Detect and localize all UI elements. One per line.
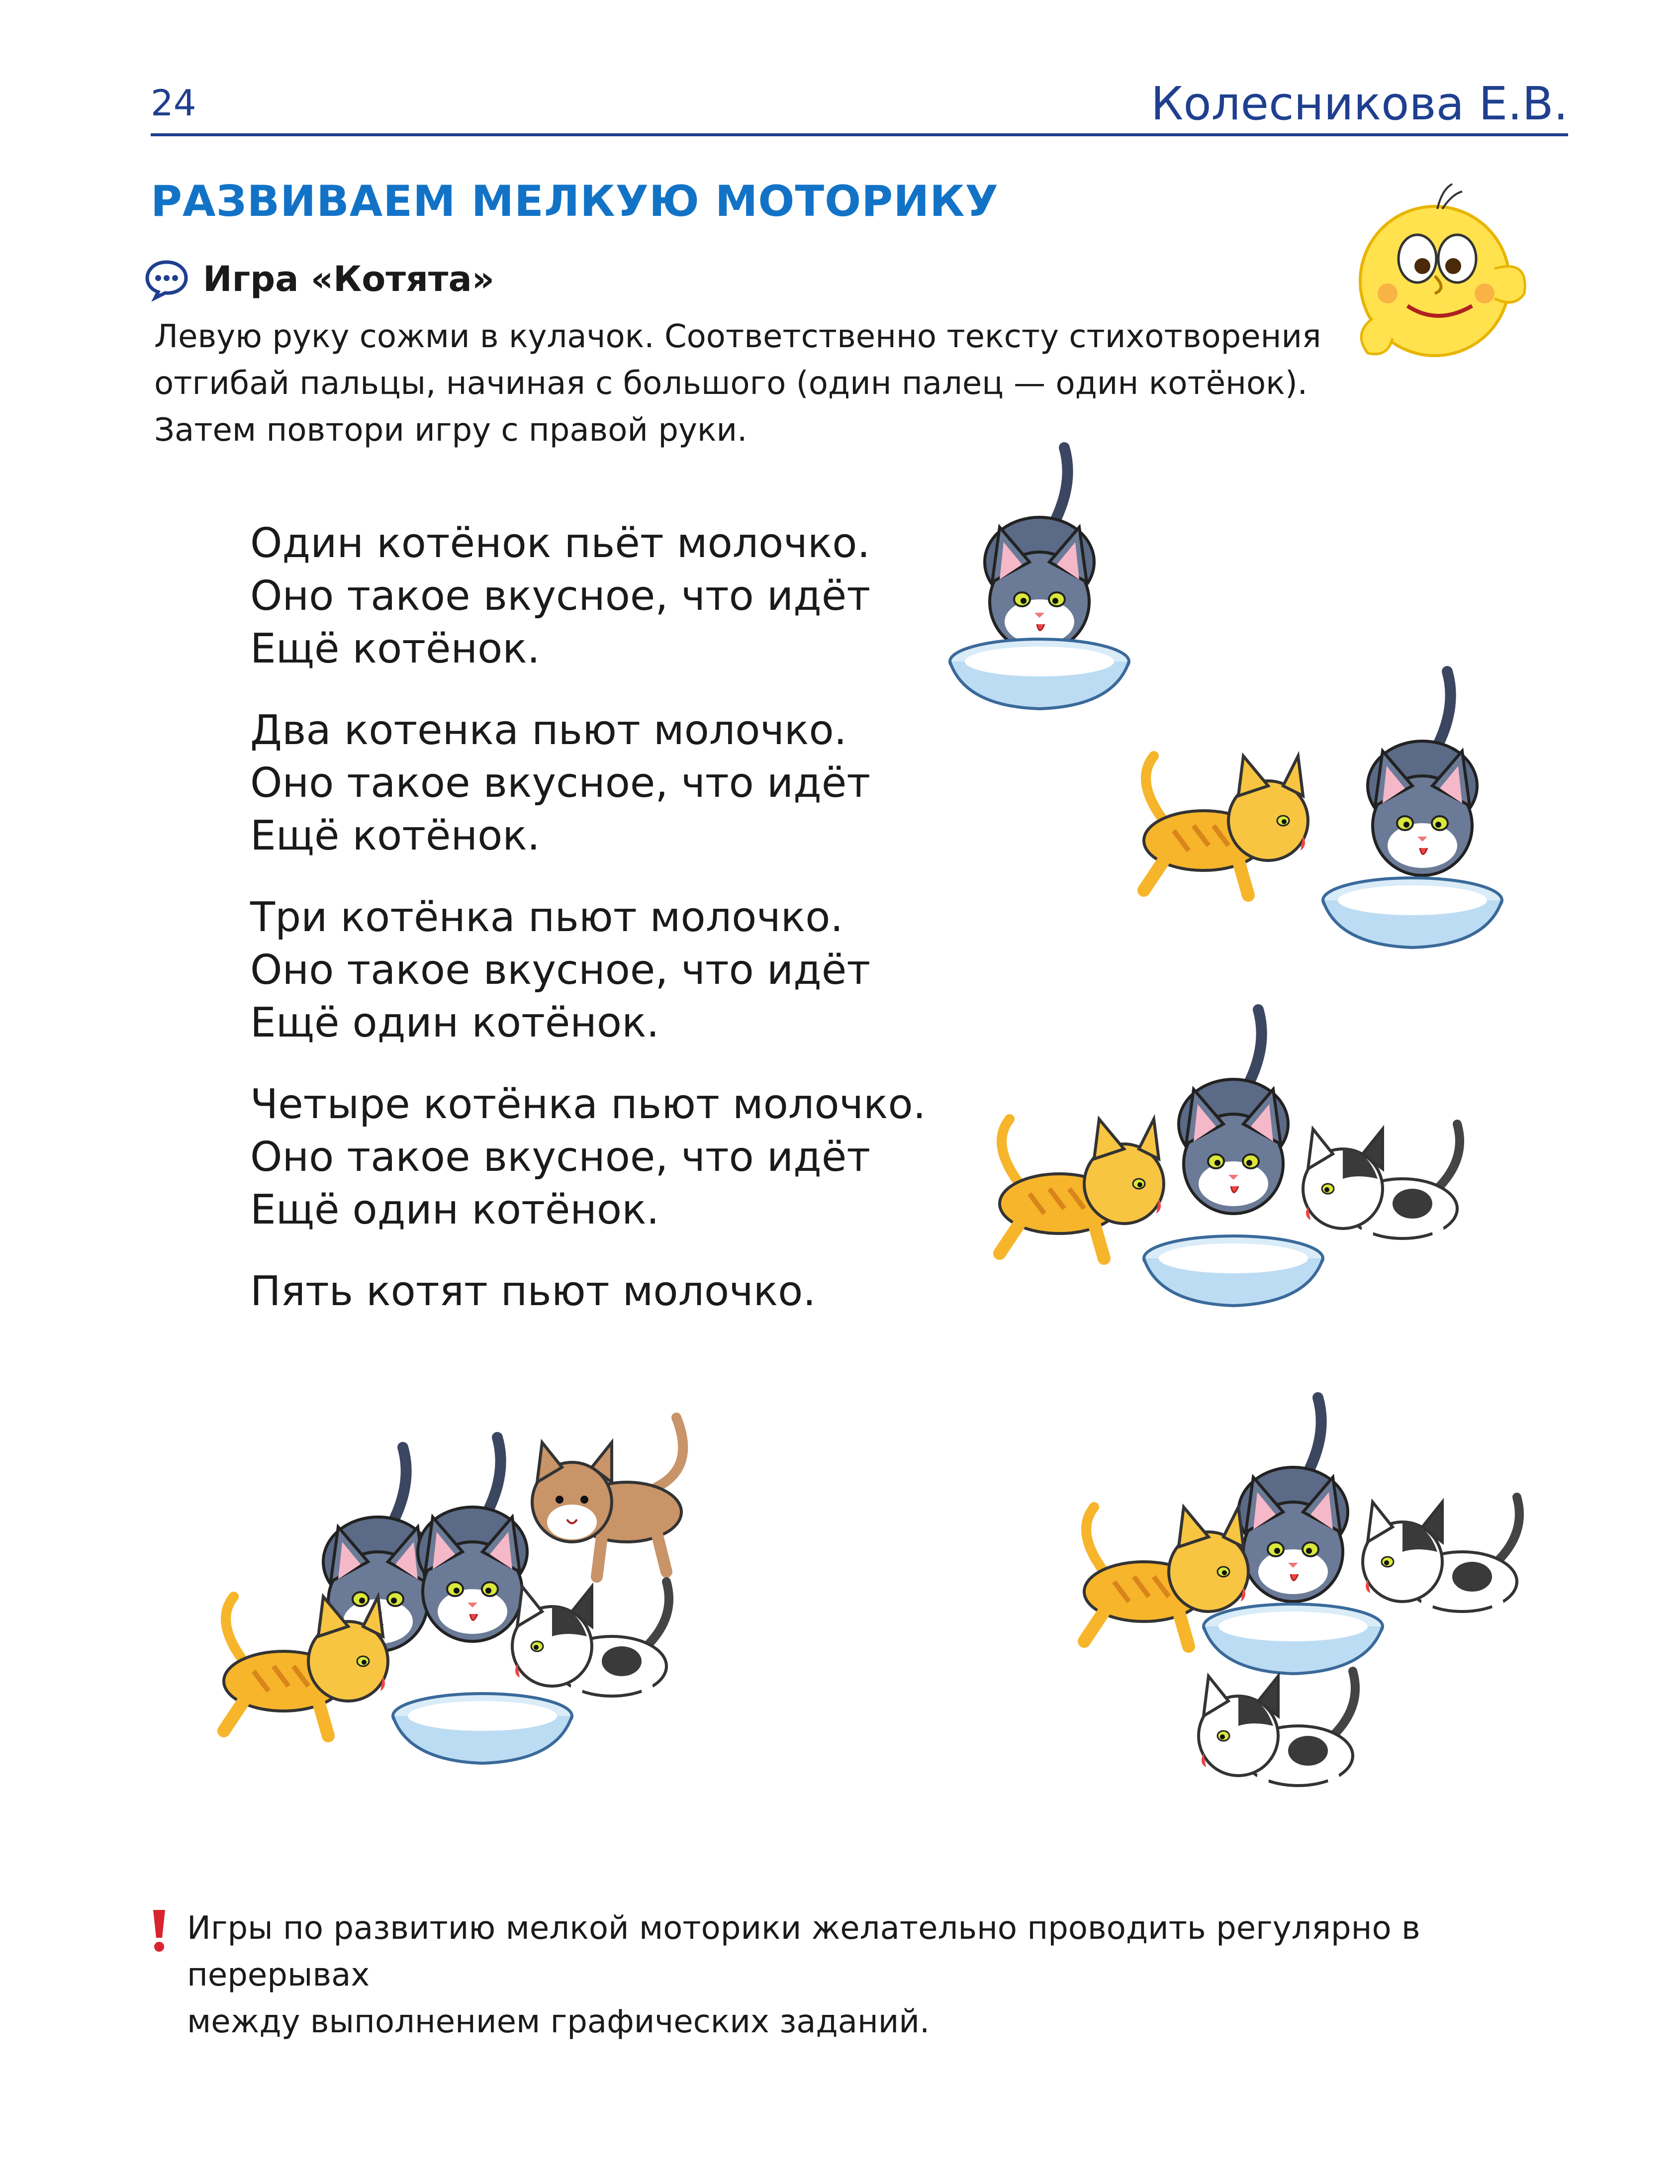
poem-line: Ещё котёнок. [250,625,540,672]
poem-line: Ещё один котёнок. [250,1186,659,1234]
poem-line: Ещё котёнок. [250,812,540,859]
brown-kitten-icon [532,1418,683,1577]
teacher-note [149,1905,1572,2045]
gray-kitten-icon [1238,1398,1348,1602]
gray-kitten-icon [1179,1010,1288,1214]
instruction-line: Левую руку сожми в кулачок. Соответственно тексту стихотворения [154,318,1321,355]
poem-line: Оно такое вкусное, что идёт [250,760,871,807]
section-title: РАЗВИВАЕМ МЕЛКУЮ МОТОРИКУ [151,177,999,226]
milk-bowl-icon [1323,878,1502,948]
poem-stanza-2 [250,704,926,862]
black-white-kitten-icon [1303,1124,1460,1268]
author-name: Колесникова Е.В. [1151,77,1568,130]
note-line: между выполнением графических заданий. [187,2003,930,2040]
illustration-four-kittens-plus-one [1010,1393,1557,1840]
exclamation-icon [149,1908,169,1953]
illustration-one-kitten [935,443,1144,721]
milk-bowl-icon [393,1694,572,1763]
speech-bubble-icon [144,259,189,299]
poem-stanza-4 [250,1078,926,1236]
poem-stanza-5 [250,1265,926,1318]
poem-line: Один котёнок пьёт молочко. [250,520,870,567]
poem-line: Оно такое вкусное, что идёт [250,572,871,620]
illustration-two-kittens [1129,686,1567,965]
milk-bowl-icon [1204,1604,1383,1674]
note-text [187,1905,1572,2045]
instruction-line: Затем повтори игру с правой руки. [154,412,747,449]
header-divider [151,133,1568,136]
game-title-row [144,259,494,299]
illustration-three-kittens [945,1015,1492,1333]
black-white-kitten-icon [1363,1497,1519,1641]
page-number: 24 [151,82,196,124]
poem-line: Два котенка пьют молочко. [250,707,847,754]
milk-bowl-icon [950,639,1129,709]
gray-kitten-icon [1368,671,1477,875]
gray-kitten-icon [985,448,1094,652]
orange-kitten-icon [1000,1119,1164,1258]
game-instructions [154,313,1348,454]
poem-line: Ещё один котёнок. [250,999,659,1046]
poem-line: Оно такое вкусное, что идёт [250,947,871,994]
smiling-sun-mascot-icon [1323,169,1562,378]
orange-kitten-icon [1144,756,1308,895]
black-white-kitten-icon [1199,1671,1355,1815]
poem-stanza-1 [250,517,926,675]
milk-bowl-icon [1144,1236,1323,1306]
gray-kitten-icon [418,1437,527,1641]
poem-stanza-3 [250,891,926,1049]
poem-line: Пять котят пьют молочко. [250,1268,816,1315]
poem-line: Оно такое вкусное, что идёт [250,1134,871,1181]
poem-line: Четыре котёнка пьют молочко. [250,1081,926,1128]
illustration-five-kittens [159,1393,826,1791]
game-title: Игра «Котята» [203,259,494,299]
poem-line: Три котёнка пьют молочко. [250,894,843,941]
note-line: Игры по развитию мелкой моторики желательно проводить регулярно в перерывах [187,1910,1420,1994]
poem [250,517,926,1347]
instruction-line: отгибай пальцы, начиная с большого (один палец — один котёнок). [154,365,1308,402]
